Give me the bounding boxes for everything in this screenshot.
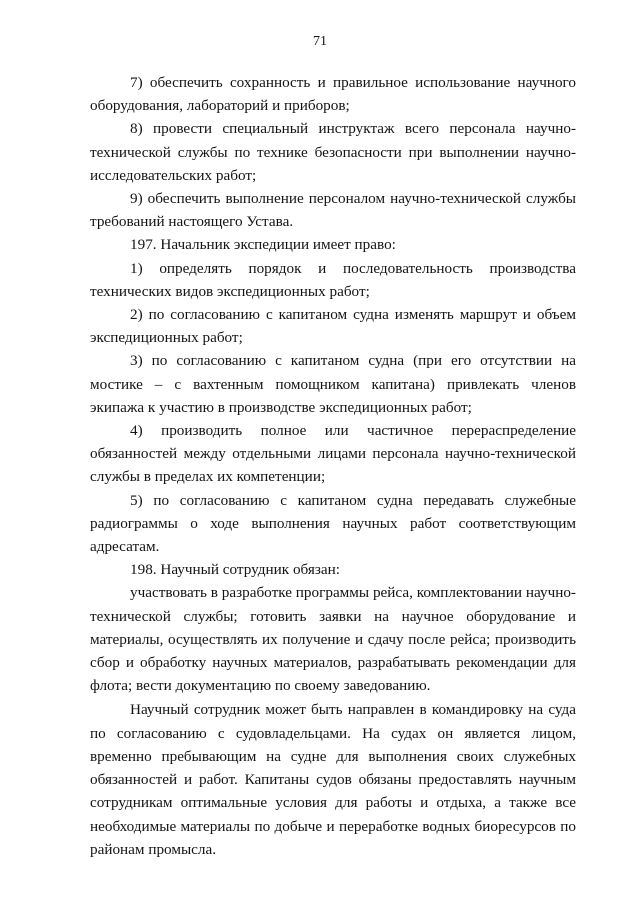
paragraph-item-8: 8) провести специальный инструктаж всего персонала научно-технической службы по технике безопасности при выполнении научно-исследовательских работ;: [90, 120, 576, 184]
document-body: [90, 71, 576, 861]
paragraph-item-7: 7) обеспечить сохранность и правильное использование научного оборудования, лабораторий и приборов;: [90, 74, 576, 115]
section-heading-197: 197. Начальник экспедиции имеет право:: [130, 236, 396, 254]
paragraph-item-3: 3) по согласованию с капитаном судна (при его отсутствии на мостике – с вахтенным помощником капитана) привлекать членов экипажа к участию в производстве экспедиционных работ;: [90, 352, 576, 416]
paragraph-assignment: Научный сотрудник может быть направлен в командировку на суда по согласованию с судовладельцами. На судах он является лицом, временно пребывающим на судне для выполнения своих служебных обязанностей и работ. Капитаны судов обязаны предоставлять научным сотрудникам оптимальные условия для работы и отдыха, а также все необходимые материалы по добыче и переработке водных биоресурсов по районам промысла.: [90, 701, 576, 858]
page-number: 71: [313, 34, 327, 49]
paragraph-item-4: 4) производить полное или частичное перераспределение обязанностей между отдельными лицами персонала научно-технической службы в пределах их компетенции;: [90, 422, 576, 486]
section-heading-198: 198. Научный сотрудник обязан:: [130, 561, 340, 579]
paragraph-item-1: 1) определять порядок и последовательность производства технических видов экспедиционных работ;: [90, 259, 576, 300]
paragraph-item-9: 9) обеспечить выполнение персоналом научно-технической службы требований настоящего Устава.: [90, 190, 576, 231]
paragraph-item-5: 5) по согласованию с капитаном судна передавать служебные радиограммы о ходе выполнения научных работ соответствующим адресатам.: [90, 491, 576, 556]
paragraph-item-2: 2) по согласованию с капитаном судна изменять маршрут и объем экспедиционных работ;: [90, 306, 576, 347]
paragraph-duties: участвовать в разработке программы рейса, комплектовании научно-технической службы; готовить заявки на научное оборудование и материалы, осуществлять их получение и сдачу после рейса; производить сбор и обработку научных материалов, разрабатывать рекомендации для флота; вести документацию по своему заведованию.: [90, 584, 576, 695]
